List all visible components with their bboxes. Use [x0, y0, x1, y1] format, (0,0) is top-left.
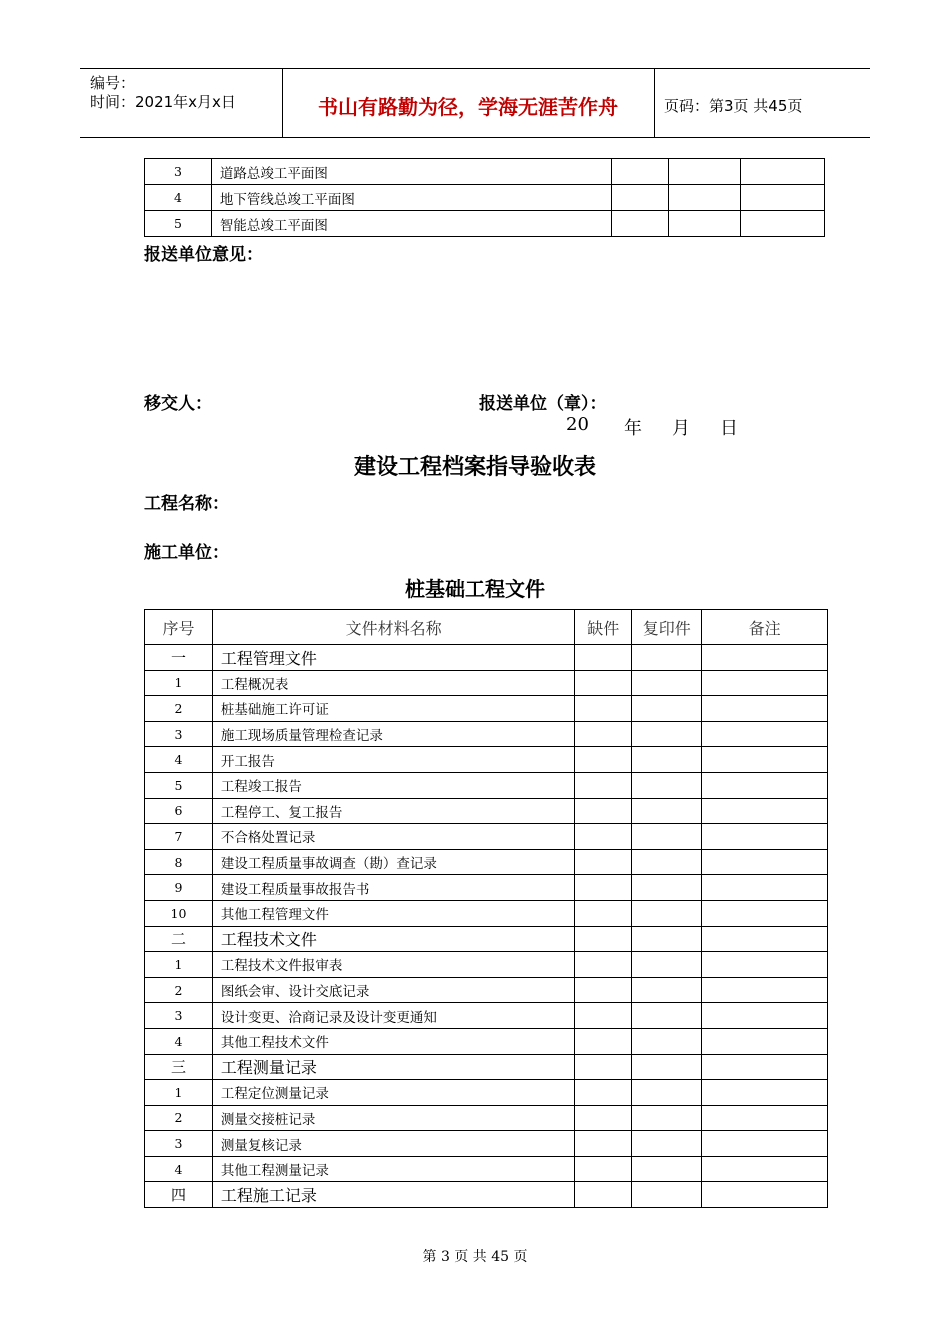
- row-index: 2: [145, 977, 213, 1003]
- row-remarks-cell: [702, 1105, 828, 1131]
- table-row: [145, 798, 828, 824]
- section-row: [145, 1054, 828, 1080]
- row-document-name: 工程施工记录: [212, 1182, 574, 1208]
- row-index: 一: [145, 645, 213, 671]
- row-document-name: 其他工程技术文件: [212, 1028, 574, 1054]
- table-row: [145, 849, 828, 875]
- row-remarks-cell: [741, 211, 825, 237]
- row-remarks-cell: [702, 1003, 828, 1029]
- table-row: [145, 900, 828, 926]
- row-copy-cell: [632, 645, 702, 671]
- row-index: 3: [145, 721, 213, 747]
- motto: 书山有路勤为径，学海无涯苦作舟: [318, 95, 618, 119]
- row-document-name: 图纸会审、设计交底记录: [212, 977, 574, 1003]
- row-remarks-cell: [702, 926, 828, 952]
- row-missing-cell: [575, 875, 632, 901]
- serial-label: 编号：: [90, 74, 136, 92]
- row-copy-cell: [632, 747, 702, 773]
- table-row: [145, 185, 825, 211]
- row-index: 4: [145, 1156, 213, 1182]
- row-document-name: 其他工程测量记录: [212, 1156, 574, 1182]
- table-row: [145, 1105, 828, 1131]
- row-document-name: 工程测量记录: [212, 1054, 574, 1080]
- table-row: [145, 696, 828, 722]
- row-index: 9: [145, 875, 213, 901]
- row-copy-cell: [632, 721, 702, 747]
- header-meta-cell: [80, 69, 283, 137]
- page-number-label: 页码：第3页 共45页: [664, 97, 803, 115]
- row-remarks-cell: [702, 952, 828, 978]
- row-index: 1: [145, 1080, 213, 1106]
- table-row: [145, 159, 825, 185]
- row-document-name: 工程管理文件: [212, 645, 574, 671]
- header-cell-name: 文件材料名称: [212, 610, 574, 645]
- row-missing-cell: [612, 159, 669, 185]
- section-row: [145, 645, 828, 671]
- row-remarks-cell: [702, 1182, 828, 1208]
- header-page-cell: [654, 69, 870, 137]
- row-document-name: 工程竣工报告: [212, 772, 574, 798]
- row-document-name: 地下管线总竣工平面图: [211, 185, 611, 211]
- table-row: [145, 1028, 828, 1054]
- row-missing-cell: [575, 747, 632, 773]
- header-cell-missing: 缺件: [575, 610, 632, 645]
- row-document-name: 工程概况表: [212, 670, 574, 696]
- row-remarks-cell: [702, 747, 828, 773]
- row-missing-cell: [575, 1182, 632, 1208]
- row-document-name: 建设工程质量事故报告书: [212, 875, 574, 901]
- row-document-name: 测量交接桩记录: [212, 1105, 574, 1131]
- row-copy-cell: [632, 952, 702, 978]
- row-missing-cell: [575, 1080, 632, 1106]
- row-missing-cell: [575, 670, 632, 696]
- row-copy-cell: [632, 772, 702, 798]
- row-document-name: 建设工程质量事故调查（勘）查记录: [212, 849, 574, 875]
- row-copy-cell: [632, 798, 702, 824]
- row-copy-cell: [632, 696, 702, 722]
- row-copy-cell: [632, 849, 702, 875]
- table-header-row: [145, 610, 828, 645]
- row-copy-cell: [632, 900, 702, 926]
- row-document-name: 桩基础施工许可证: [212, 696, 574, 722]
- page-footer: 第 3 页 共 45 页: [422, 1249, 528, 1265]
- section-row: [145, 1182, 828, 1208]
- row-missing-cell: [575, 1156, 632, 1182]
- row-missing-cell: [612, 211, 669, 237]
- row-index: 4: [145, 1028, 213, 1054]
- table-row: [145, 211, 825, 237]
- row-remarks-cell: [702, 645, 828, 671]
- table-row: [145, 1080, 828, 1106]
- row-index: 5: [145, 211, 212, 237]
- header-motto-cell: [282, 69, 655, 137]
- date-year-unit: 年: [624, 418, 642, 439]
- row-remarks-cell: [702, 1156, 828, 1182]
- row-missing-cell: [575, 1028, 632, 1054]
- row-remarks-cell: [702, 670, 828, 696]
- row-missing-cell: [575, 645, 632, 671]
- row-document-name: 工程停工、复工报告: [212, 798, 574, 824]
- row-copy-cell: [632, 1003, 702, 1029]
- handover-label: 移交人：: [144, 394, 212, 414]
- row-index: 7: [145, 824, 213, 850]
- row-remarks-cell: [702, 1054, 828, 1080]
- row-copy-cell: [632, 1156, 702, 1182]
- row-index: 10: [145, 900, 213, 926]
- row-copy-cell: [632, 1131, 702, 1157]
- row-remarks-cell: [702, 849, 828, 875]
- row-copy-cell: [632, 1054, 702, 1080]
- row-document-name: 施工现场质量管理检查记录: [212, 721, 574, 747]
- row-copy-cell: [632, 926, 702, 952]
- header-cell-index: 序号: [145, 610, 213, 645]
- table-row: [145, 952, 828, 978]
- row-document-name: 道路总竣工平面图: [211, 159, 611, 185]
- section-title: 桩基础工程文件: [405, 577, 545, 601]
- row-missing-cell: [612, 185, 669, 211]
- construction-unit-label: 施工单位：: [144, 543, 229, 563]
- table-row: [145, 977, 828, 1003]
- row-remarks-cell: [741, 185, 825, 211]
- header-cell-remarks: 备注: [702, 610, 828, 645]
- row-index: 二: [145, 926, 213, 952]
- row-document-name: 其他工程管理文件: [212, 900, 574, 926]
- row-remarks-cell: [702, 721, 828, 747]
- header-cell-copy: 复印件: [632, 610, 702, 645]
- row-index: 3: [145, 1131, 213, 1157]
- row-index: 3: [145, 159, 212, 185]
- row-missing-cell: [575, 900, 632, 926]
- table-row: [145, 747, 828, 773]
- row-missing-cell: [575, 721, 632, 747]
- submit-unit-label: 报送单位（章）：: [479, 394, 607, 414]
- row-index: 2: [145, 696, 213, 722]
- row-document-name: 设计变更、洽商记录及设计变更通知: [212, 1003, 574, 1029]
- row-document-name: 测量复核记录: [212, 1131, 574, 1157]
- row-remarks-cell: [741, 159, 825, 185]
- row-index: 4: [145, 747, 213, 773]
- row-remarks-cell: [702, 824, 828, 850]
- row-remarks-cell: [702, 1080, 828, 1106]
- row-missing-cell: [575, 977, 632, 1003]
- table-row: [145, 670, 828, 696]
- row-missing-cell: [575, 824, 632, 850]
- row-remarks-cell: [702, 1131, 828, 1157]
- table-row: [145, 1003, 828, 1029]
- row-missing-cell: [575, 1105, 632, 1131]
- row-index: 3: [145, 1003, 213, 1029]
- date-year: 20: [566, 414, 589, 435]
- row-index: 8: [145, 849, 213, 875]
- row-missing-cell: [575, 952, 632, 978]
- row-copy-cell: [669, 185, 741, 211]
- project-name-label: 工程名称：: [144, 494, 229, 514]
- row-index: 4: [145, 185, 212, 211]
- form-title: 建设工程档案指导验收表: [353, 455, 596, 480]
- row-missing-cell: [575, 1003, 632, 1029]
- pile-foundation-table: [144, 609, 828, 1208]
- row-copy-cell: [632, 1105, 702, 1131]
- row-remarks-cell: [702, 900, 828, 926]
- row-remarks-cell: [702, 977, 828, 1003]
- table-row: [145, 721, 828, 747]
- row-index: 1: [145, 952, 213, 978]
- row-index: 1: [145, 670, 213, 696]
- row-index: 2: [145, 1105, 213, 1131]
- row-remarks-cell: [702, 772, 828, 798]
- page-header: [80, 68, 870, 138]
- row-document-name: 不合格处置记录: [212, 824, 574, 850]
- date-month-unit: 月: [672, 418, 690, 439]
- row-remarks-cell: [702, 798, 828, 824]
- row-document-name: 开工报告: [212, 747, 574, 773]
- row-remarks-cell: [702, 875, 828, 901]
- row-missing-cell: [575, 926, 632, 952]
- row-copy-cell: [632, 1080, 702, 1106]
- row-missing-cell: [575, 849, 632, 875]
- row-document-name: 工程技术文件: [212, 926, 574, 952]
- row-index: 5: [145, 772, 213, 798]
- time-label: 时间：2021年x月x日: [90, 93, 236, 111]
- row-document-name: 工程定位测量记录: [212, 1080, 574, 1106]
- row-copy-cell: [632, 670, 702, 696]
- row-copy-cell: [632, 824, 702, 850]
- date-day-unit: 日: [720, 418, 738, 439]
- row-document-name: 工程技术文件报审表: [212, 952, 574, 978]
- row-missing-cell: [575, 798, 632, 824]
- row-remarks-cell: [702, 1028, 828, 1054]
- row-copy-cell: [669, 159, 741, 185]
- row-copy-cell: [632, 875, 702, 901]
- table-row: [145, 1156, 828, 1182]
- opinion-label: 报送单位意见：: [144, 245, 263, 265]
- drawings-table: [144, 158, 825, 237]
- section-row: [145, 926, 828, 952]
- table-row: [145, 1131, 828, 1157]
- row-index: 四: [145, 1182, 213, 1208]
- row-index: 三: [145, 1054, 213, 1080]
- row-missing-cell: [575, 1054, 632, 1080]
- table-row: [145, 875, 828, 901]
- table-row: [145, 772, 828, 798]
- row-missing-cell: [575, 1131, 632, 1157]
- row-remarks-cell: [702, 696, 828, 722]
- row-index: 6: [145, 798, 213, 824]
- row-copy-cell: [669, 211, 741, 237]
- row-document-name: 智能总竣工平面图: [211, 211, 611, 237]
- row-missing-cell: [575, 696, 632, 722]
- row-copy-cell: [632, 1028, 702, 1054]
- row-copy-cell: [632, 977, 702, 1003]
- row-missing-cell: [575, 772, 632, 798]
- row-copy-cell: [632, 1182, 702, 1208]
- table-row: [145, 824, 828, 850]
